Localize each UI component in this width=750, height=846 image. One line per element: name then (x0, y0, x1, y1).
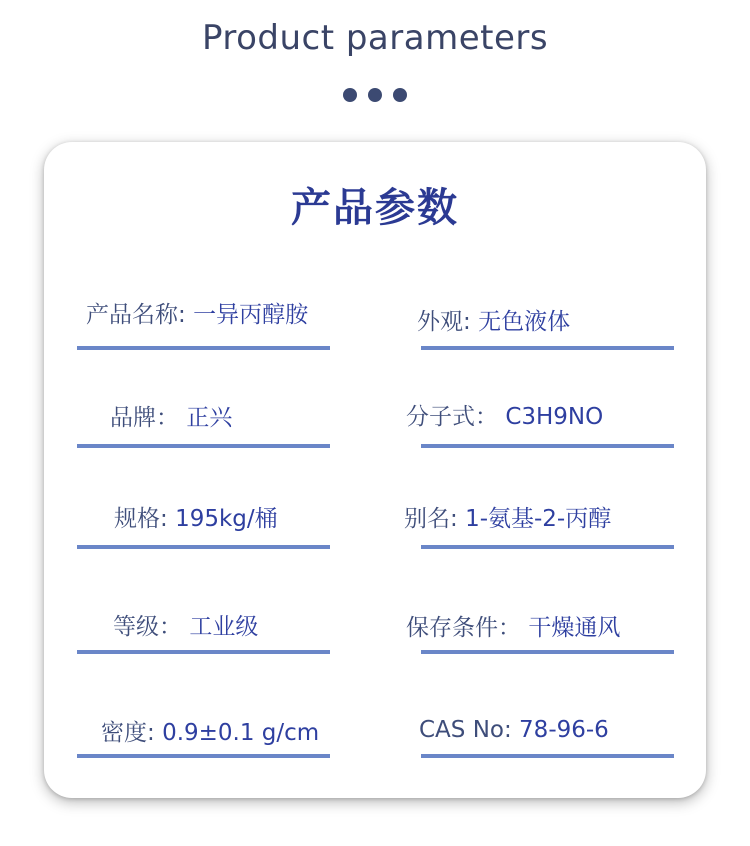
param-alias (404, 508, 611, 531)
param-label: 分子式： (406, 404, 498, 430)
dot-icon (368, 88, 382, 102)
param-label: 品牌： (110, 405, 179, 431)
dot-icon (393, 88, 407, 102)
param-value: 78-96-6 (519, 717, 609, 743)
divider-line (77, 444, 330, 448)
param-label: 规格: (114, 506, 168, 532)
param-label: 别名: (404, 506, 458, 532)
param-brand (110, 407, 232, 430)
param-value: 工业级 (189, 614, 259, 640)
param-value: C3H9NO (505, 404, 604, 430)
decorative-dots (0, 88, 750, 102)
divider-line (421, 444, 674, 448)
param-value: 正兴 (186, 405, 233, 431)
divider-line (421, 650, 674, 654)
divider-line (77, 650, 330, 654)
card-title: 产品参数 (291, 185, 459, 231)
param-label: 产品名称: (86, 302, 186, 328)
param-product-name (86, 304, 308, 327)
divider-line (421, 346, 674, 350)
param-label: 等级： (113, 614, 182, 640)
param-label: 密度: (101, 720, 155, 746)
param-value: 一异丙醇胺 (193, 302, 309, 328)
param-specification (114, 508, 278, 531)
param-value: 无色液体 (478, 309, 571, 335)
parameters-card (44, 142, 706, 798)
divider-line (421, 545, 674, 549)
param-label: 外观: (417, 309, 471, 335)
divider-line (77, 346, 330, 350)
param-value: 195kg/桶 (175, 506, 278, 532)
param-grade (113, 616, 258, 639)
page-title: Product parameters (201, 18, 549, 58)
param-storage (406, 617, 620, 640)
divider-line (77, 545, 330, 549)
param-value: 1-氨基-2-丙醇 (465, 506, 612, 532)
param-value: 0.9±0.1 g/cm (162, 720, 320, 746)
dot-icon (343, 88, 357, 102)
param-cas-number (419, 719, 609, 742)
param-label: 保存条件： (406, 615, 521, 641)
param-formula (406, 406, 603, 429)
param-value: 干燥通风 (528, 615, 621, 641)
divider-line (77, 754, 330, 758)
param-label: CAS No: (419, 717, 512, 743)
param-density (101, 722, 319, 745)
param-appearance (417, 311, 570, 334)
divider-line (421, 754, 674, 758)
